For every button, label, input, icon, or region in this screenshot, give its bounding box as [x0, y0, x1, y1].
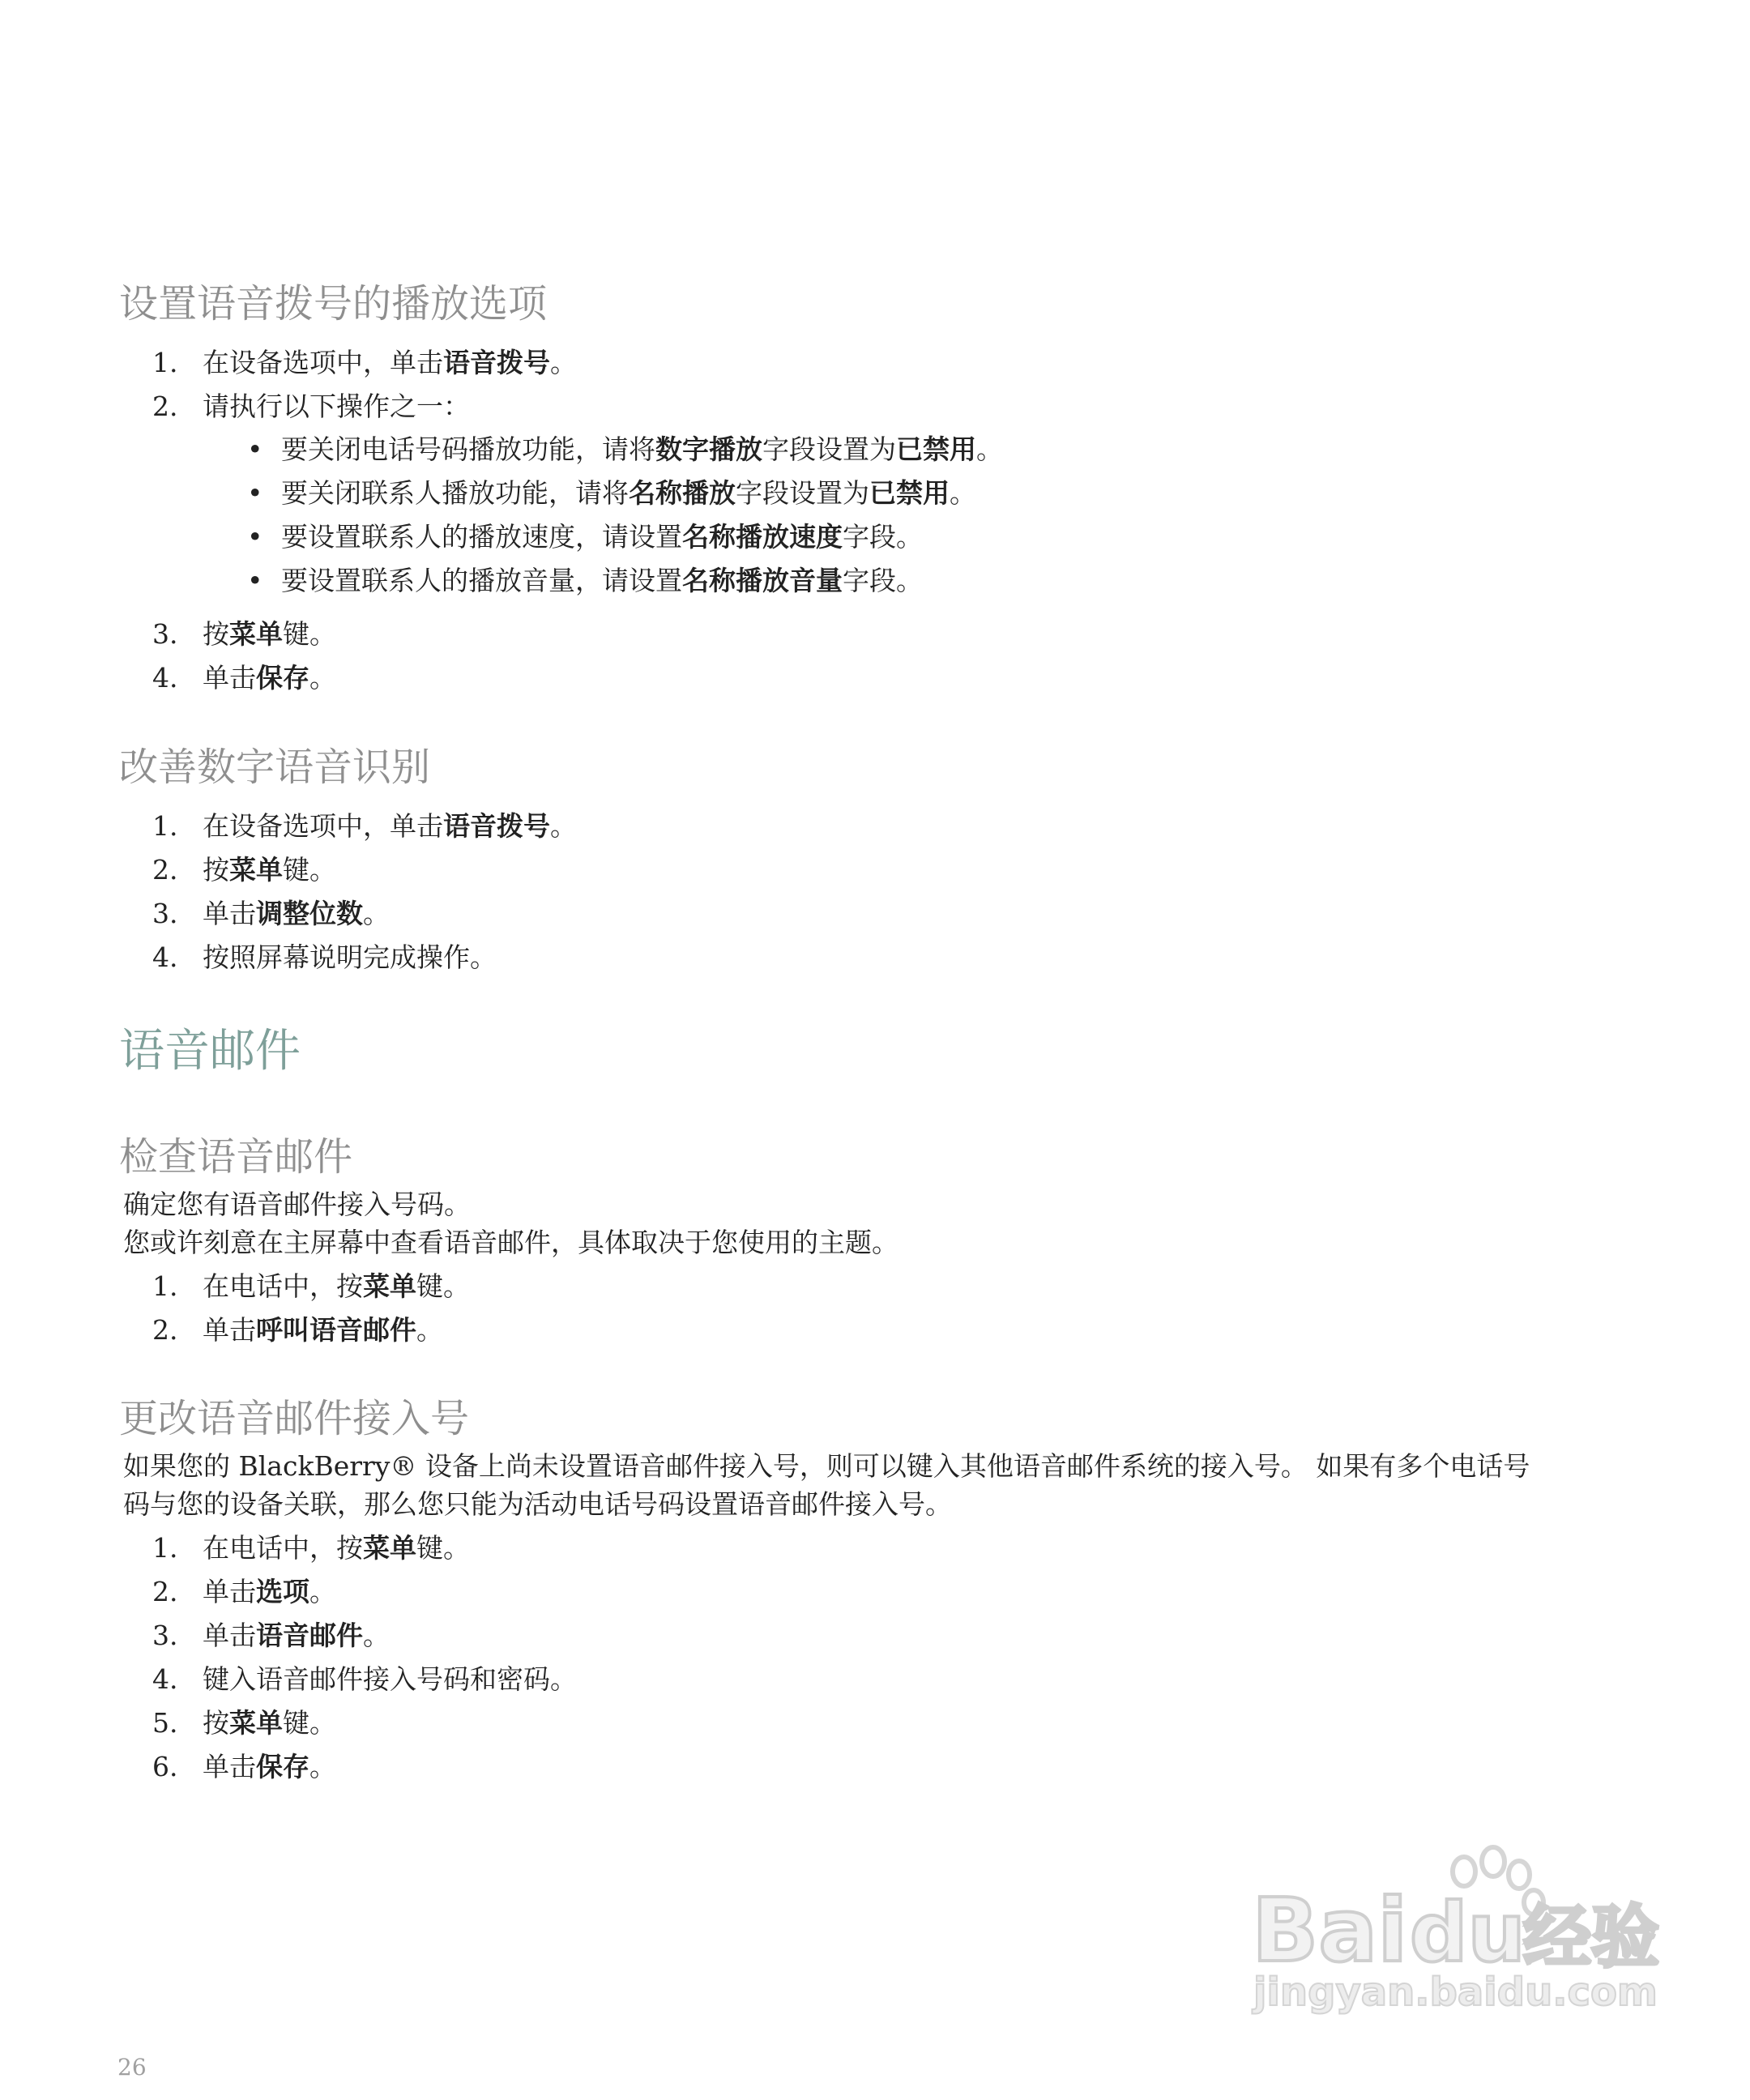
section-heading-check-voicemail: 检查语音邮件	[119, 1134, 353, 1180]
paragraph: 如果您的 BlackBerry® 设备上尚未设置语音邮件接入号，则可以键入其他语音邮件系统的接入号。 如果有多个电话号	[123, 1450, 1530, 1482]
bullet-icon: •	[247, 477, 263, 509]
watermark-logo-text: Bai	[1252, 1880, 1408, 1982]
page-number: 26	[117, 2054, 147, 2081]
svg-text:du: du	[1410, 1885, 1526, 1980]
paragraph: 您或许刻意在主屏幕中查看语音邮件，具体取决于您使用的主题。	[123, 1227, 898, 1258]
bullet-icon: •	[247, 521, 263, 553]
watermark-url: jingyan.baidu.com	[1253, 1970, 1658, 2015]
section-heading-change-number: 更改语音邮件接入号	[119, 1396, 470, 1441]
svg-text:经验: 经验	[1523, 1897, 1660, 1977]
bullet-icon: •	[247, 433, 263, 465]
chapter-heading-voicemail: 语音邮件	[119, 1025, 301, 1078]
paragraph: 码与您的设备关联，那么您只能为活动电话号码设置语音邮件接入号。	[123, 1488, 952, 1520]
section-heading-digit-recognition: 改善数字语音识别	[119, 745, 431, 790]
document-page: 设置语音拨号的播放选项 1. 在设备选项中，单击语音拨号。 2. 请执行以下操作之一： • 要关闭电话号码播放功能，请将数字播放字段设置为已禁用。 • 要关闭联系人播放功能，请将名称播放字段设置为已禁用。 • 要设置联系人的播放速度，请设置名称播放速度字段。 • 要设置联系人的播放音量，请设置名称播放音量字段。 3. 按菜单键。 4. 单击保存。 改善数字语音识别 1. 在设备选项中，单击语音拨号。 2. 按菜单键。 3. 单击调整位数。 4. 按照屏幕说明完成操作。 语音邮件 检查语音邮件 确定您有语音邮件接入号码。 您或许刻意在主屏幕中查看语音邮件，具体取决于您使用的主题。 1. 在电话中，按菜单键。 2. 单击呼叫语音邮件。 更改语音邮件接入号 如果您的 BlackBerry® 设备上尚未设置语音邮件接入号，则可以键入其他语音邮件系统的接入号。 如果有多个电话号 码与您的设备关联，那么您只能为活动电话号码设置语音邮件接入号。 1. 在电话中，按菜单键。 2. 单击选项。 3. 单击语音邮件。 4. 键入语音邮件接入号码和密码。 5. 按菜单键。 6. 单击保存。 Bai du 经验 jingyan.baidu.com 26	[0, 0, 1750, 2100]
section-heading-dial-playback: 设置语音拨号的播放选项	[119, 281, 548, 327]
paragraph: 确定您有语音邮件接入号码。	[123, 1189, 471, 1220]
bullet-icon: •	[247, 565, 263, 596]
baidu-jingyan-watermark-logo	[1244, 1839, 1665, 2017]
